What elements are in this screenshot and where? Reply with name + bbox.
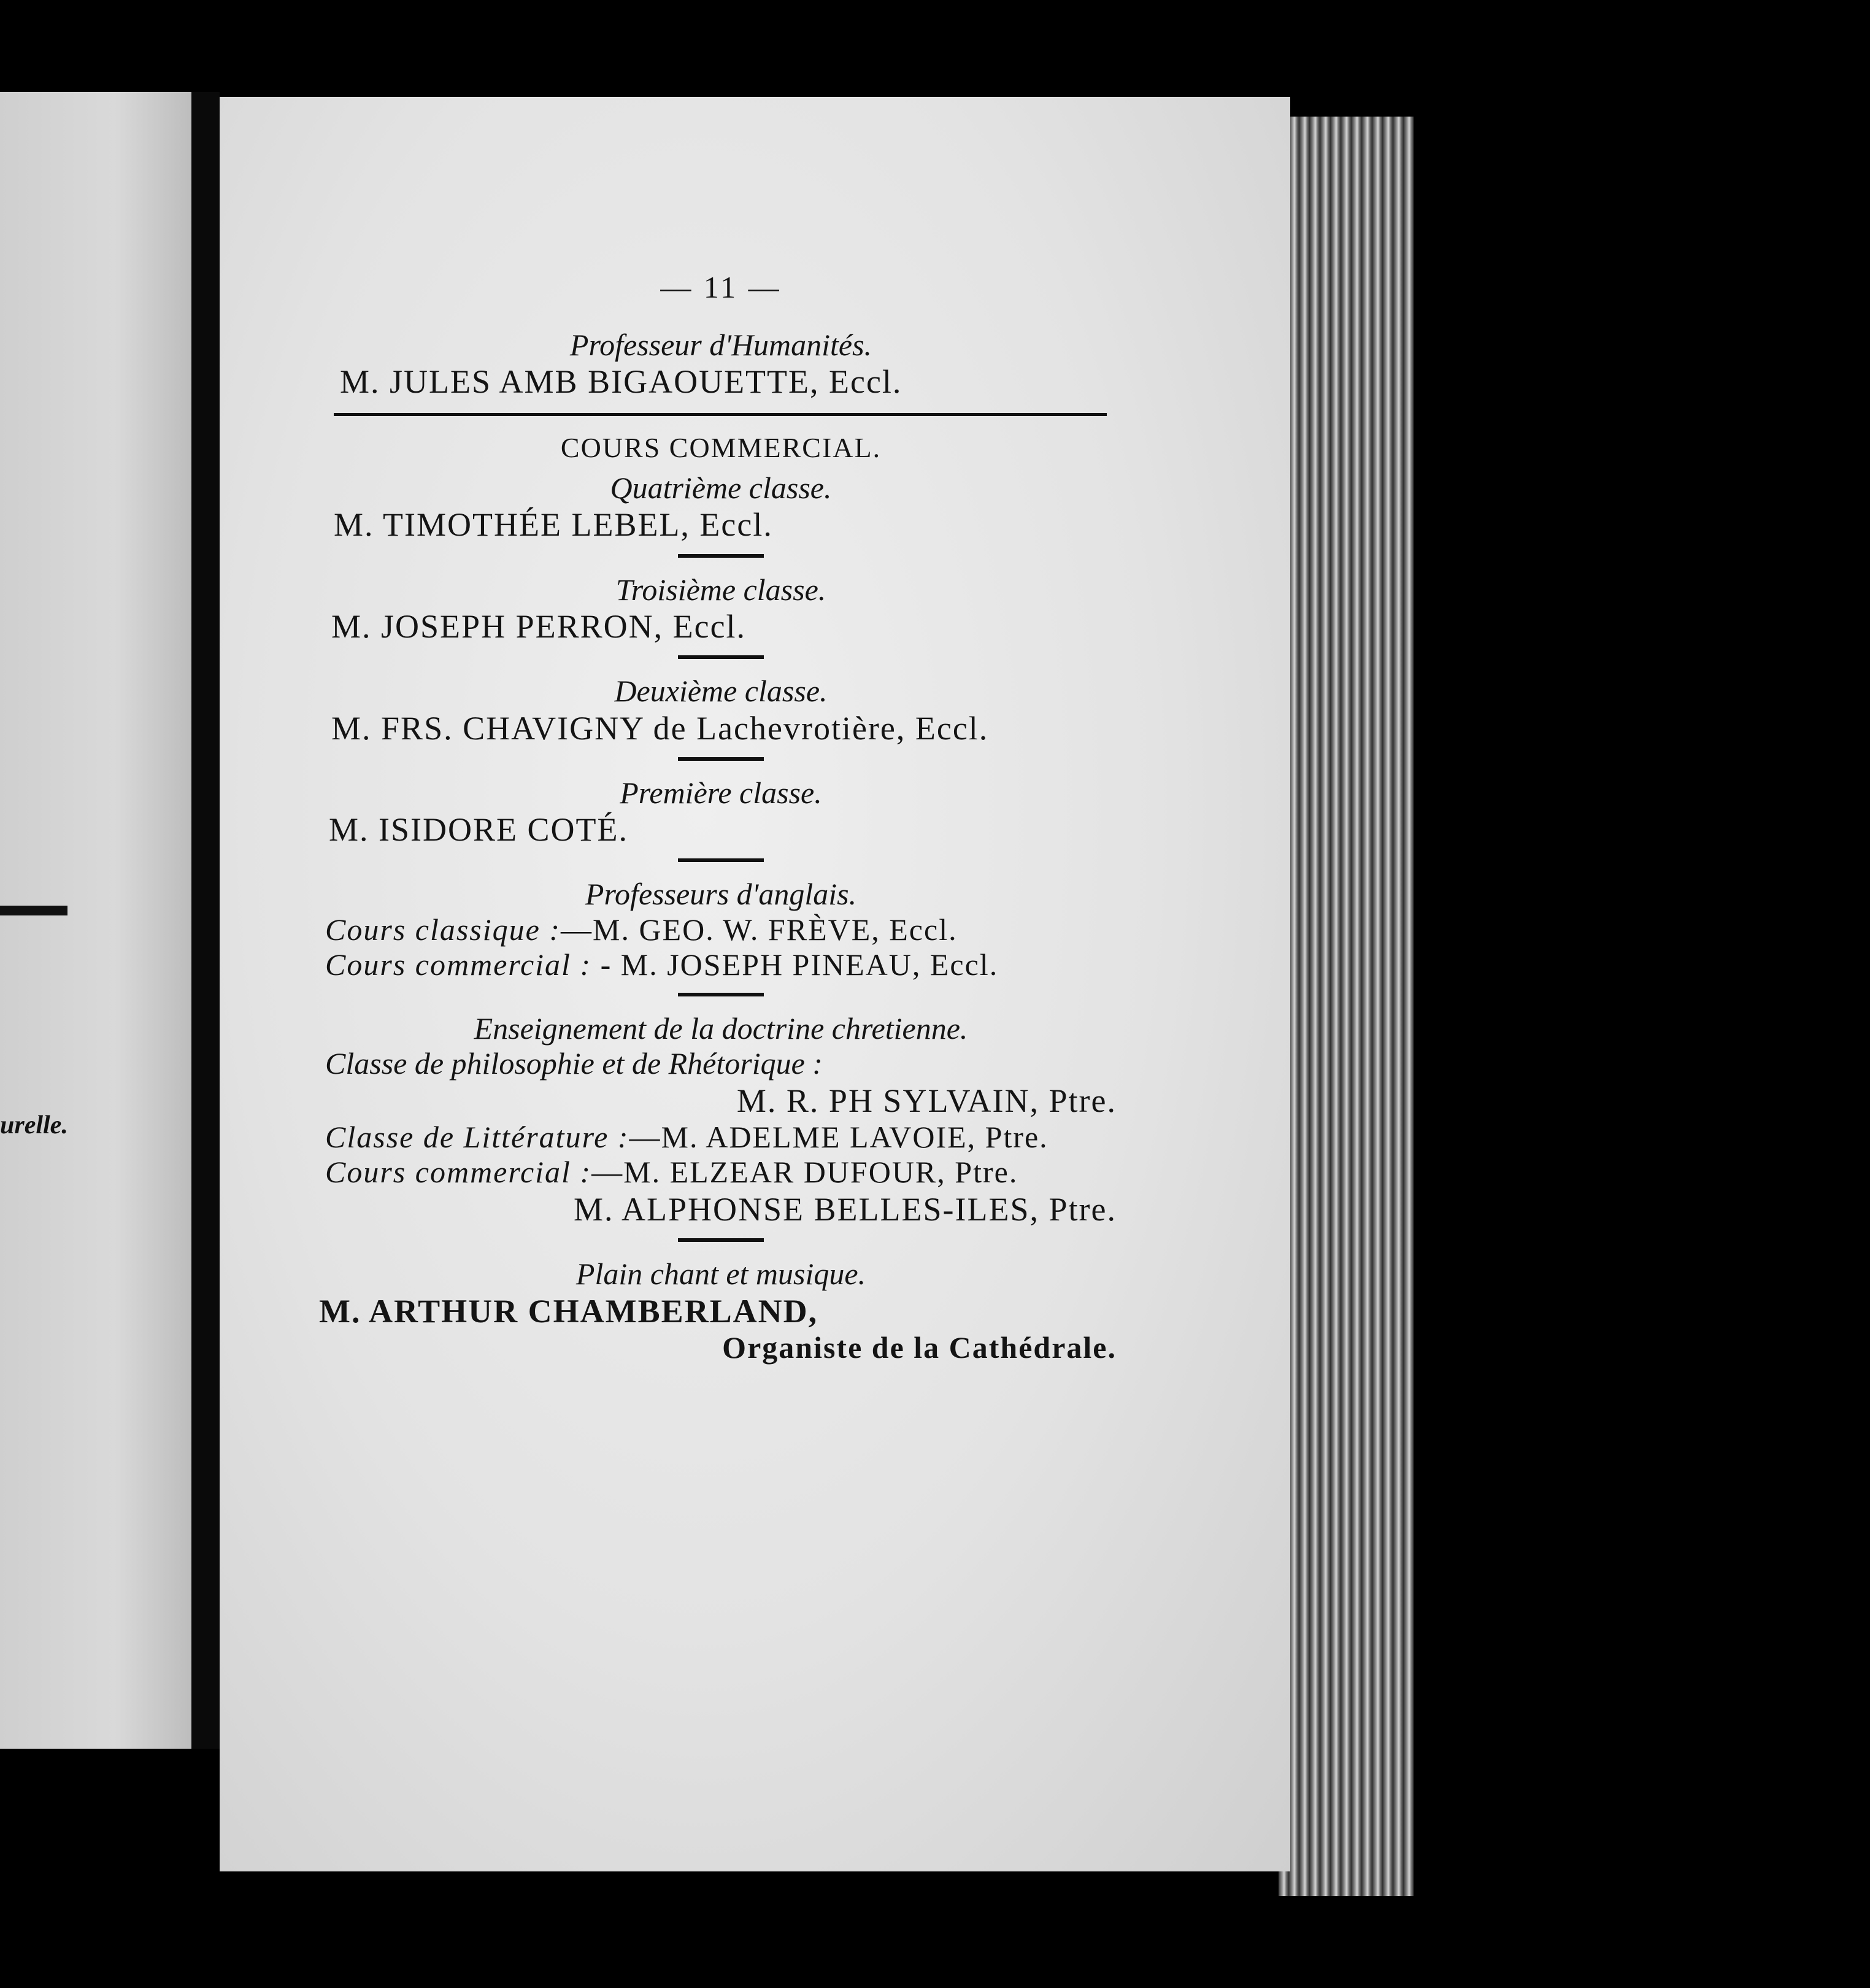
humanites-heading: Professeur d'Humanités.	[569, 327, 872, 362]
doctrine-philo-name: M. R. PH SYLVAIN, Ptre.	[736, 1082, 1117, 1119]
page-number: — 11 —	[660, 270, 782, 304]
troisieme-name: M. JOSEPH PERRON, Eccl.	[331, 608, 747, 645]
divider	[678, 757, 764, 761]
anglais-commercial-name: - M. JOSEPH PINEAU, Eccl.	[600, 947, 999, 982]
doctrine-comm-name2: M. ALPHONSE BELLES-ILES, Ptre.	[573, 1190, 1117, 1228]
premiere-heading: Première classe.	[620, 775, 822, 810]
doctrine-comm-label: Cours commercial :	[325, 1155, 592, 1190]
divider	[678, 993, 764, 996]
deuxieme-heading: Deuxième classe.	[614, 674, 828, 709]
quatrieme-name: M. TIMOTHÉE LEBEL, Eccl.	[334, 506, 773, 544]
musique-role: Organiste de la Cathédrale.	[722, 1330, 1117, 1365]
divider	[678, 554, 764, 558]
musique-heading: Plain chant et musique.	[575, 1257, 866, 1292]
anglais-heading: Professeurs d'anglais.	[585, 877, 857, 912]
left-page	[0, 92, 191, 1749]
book-gutter	[191, 92, 220, 1749]
quatrieme-heading: Quatrième classe.	[610, 470, 832, 505]
humanites-name: M. JULES AMB BIGAOUETTE, Eccl.	[340, 363, 902, 400]
doctrine-heading: Enseignement de la doctrine chretienne.	[474, 1011, 968, 1046]
premiere-name: M. ISIDORE COTÉ.	[329, 811, 628, 849]
doctrine-comm-name: —M. ELZEAR DUFOUR, Ptre.	[591, 1155, 1018, 1190]
divider	[678, 858, 764, 862]
anglais-classique-name: —M. GEO. W. FRÈVE, Eccl.	[561, 912, 958, 947]
divider	[678, 655, 764, 659]
anglais-classique-label: Cours classique :	[325, 912, 561, 947]
anglais-commercial-label: Cours commercial :	[325, 947, 592, 982]
musique-name: M. ARTHUR CHAMBERLAND,	[319, 1292, 818, 1330]
divider	[678, 1238, 764, 1242]
doctrine-litt-label: Classe de Littérature :	[325, 1119, 629, 1154]
cours-commercial-title: COURS COMMERCIAL.	[560, 432, 882, 464]
doctrine-litt-name: —M. ADELME LAVOIE, Ptre.	[629, 1119, 1049, 1154]
troisieme-heading: Troisième classe.	[615, 572, 826, 607]
deuxieme-name: M. FRS. CHAVIGNY de Lachevrotière, Eccl.	[331, 709, 989, 747]
section-divider	[334, 413, 1107, 416]
doctrine-philo-label: Classe de philosophie et de Rhétorique :	[325, 1046, 823, 1081]
page-text	[319, 270, 1117, 1365]
left-page-rule	[0, 906, 67, 915]
page-edges	[1279, 117, 1414, 1896]
left-page-fragment: urelle.	[0, 1111, 68, 1139]
